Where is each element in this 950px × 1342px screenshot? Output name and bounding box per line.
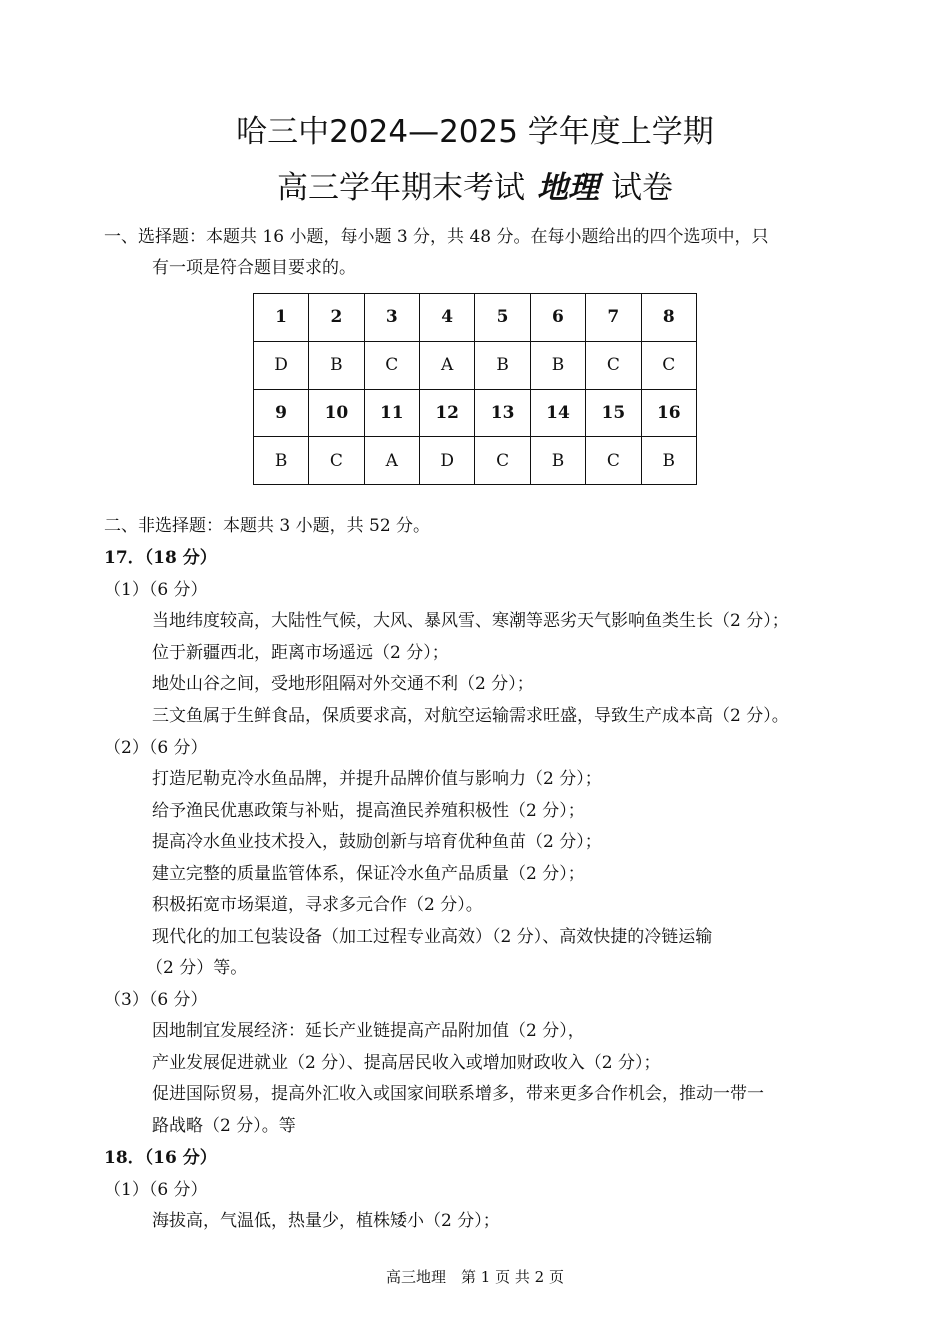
q17-part2-label: （2）（6 分） [104, 738, 208, 758]
answer-cell: D [419, 437, 474, 485]
question-number-cell: 16 [641, 389, 696, 437]
answer-table-row [254, 341, 697, 389]
q18-part1-label: （1）（6 分） [104, 1180, 208, 1200]
answer-line: 三文鱼属于生鲜食品，保质要求高，对航空运输需求旺盛，导致生产成本高（2 分）。 [152, 706, 789, 726]
answer-cell: A [419, 341, 474, 389]
answer-cell: C [364, 341, 419, 389]
question-number-cell: 9 [254, 389, 309, 437]
question-number-cell: 6 [530, 294, 585, 342]
answer-line: 地处山谷之间，受地形阻隔对外交通不利（2 分）； [152, 674, 534, 694]
answer-line: 产业发展促进就业（2 分）、提高居民收入或增加财政收入（2 分）； [152, 1053, 661, 1073]
answer-cell: C [586, 437, 641, 485]
answer-cell: C [475, 437, 530, 485]
question-number-cell: 2 [309, 294, 364, 342]
answer-cell: A [364, 437, 419, 485]
answer-line: （2 分）等。 [146, 958, 248, 978]
question-number-cell: 7 [586, 294, 641, 342]
answer-cell: B [530, 341, 585, 389]
answer-cell: C [586, 341, 641, 389]
answer-cell: B [254, 437, 309, 485]
answer-cell: D [254, 341, 309, 389]
question-number-cell: 12 [419, 389, 474, 437]
question-number-cell: 5 [475, 294, 530, 342]
answer-line: 位于新疆西北，距离市场遥远（2 分）； [152, 643, 449, 663]
answer-cell: B [309, 341, 364, 389]
title-line-2 [0, 166, 950, 210]
question-number-cell: 13 [475, 389, 530, 437]
answer-table-row [254, 389, 697, 437]
answer-cell: C [309, 437, 364, 485]
answer-line: 路战略（2 分）。等 [152, 1116, 296, 1136]
answer-table-row [254, 437, 697, 485]
section2-heading: 二、非选择题：本题共 3 小题，共 52 分。 [104, 516, 431, 536]
question-number-cell: 1 [254, 294, 309, 342]
section1-line2: 有一项是符合题目要求的。 [152, 258, 356, 278]
q17-part3-label: （3）（6 分） [104, 990, 208, 1010]
question-number-cell: 10 [309, 389, 364, 437]
answer-line: 建立完整的质量监管体系，保证冷水鱼产品质量（2 分）； [152, 864, 585, 884]
answer-line: 提高冷水鱼业技术投入，鼓励创新与培育优种鱼苗（2 分）； [152, 832, 602, 852]
answer-cell: B [475, 341, 530, 389]
question-number-cell: 8 [641, 294, 696, 342]
answer-line: 当地纬度较高，大陆性气候，大风、暴风雪、寒潮等恶劣天气影响鱼类生长（2 分）； [152, 611, 789, 631]
answer-line: 促进国际贸易，提高外汇收入或国家间联系增多，带来更多合作机会，推动一带一 [152, 1084, 764, 1104]
answer-line: 积极拓宽市场渠道，寻求多元合作（2 分）。 [152, 895, 483, 915]
section1-line1: 一、选择题：本题共 16 小题，每小题 3 分，共 48 分。在每小题给出的四个选项中，只 [104, 227, 769, 247]
title-subject: 地理 [537, 170, 599, 206]
q17-heading: 17．（18 分） [104, 548, 217, 568]
page-footer: 高三地理 第 1 页 共 2 页 [386, 1268, 564, 1286]
question-number-cell: 15 [586, 389, 641, 437]
q18-heading: 18．（16 分） [104, 1148, 217, 1168]
answer-table-row [254, 294, 697, 342]
title-line-1: 哈三中2024—2025 学年度上学期 [236, 114, 714, 150]
answer-line: 海拔高，气温低，热量少，植株矮小（2 分）； [152, 1211, 500, 1231]
answer-line: 现代化的加工包装设备（加工过程专业高效）（2 分）、高效快捷的冷链运输 [152, 927, 713, 947]
answer-line: 因地制宜发展经济：延长产业链提高产品附加值（2 分）， [152, 1021, 585, 1041]
answer-line: 给予渔民优惠政策与补贴，提高渔民养殖积极性（2 分）； [152, 801, 585, 821]
question-number-cell: 11 [364, 389, 419, 437]
answer-cell: B [530, 437, 585, 485]
question-number-cell: 14 [530, 389, 585, 437]
answer-cell: C [641, 341, 696, 389]
question-number-cell: 4 [419, 294, 474, 342]
answer-line: 打造尼勒克冷水鱼品牌，并提升品牌价值与影响力（2 分）； [152, 769, 602, 789]
title-exam-name: 高三学年期末考试 [277, 170, 525, 206]
answer-table [253, 293, 697, 485]
answer-cell: B [641, 437, 696, 485]
title-paper-word: 试卷 [611, 170, 673, 206]
question-number-cell: 3 [364, 294, 419, 342]
q17-part1-label: （1）（6 分） [104, 580, 208, 600]
